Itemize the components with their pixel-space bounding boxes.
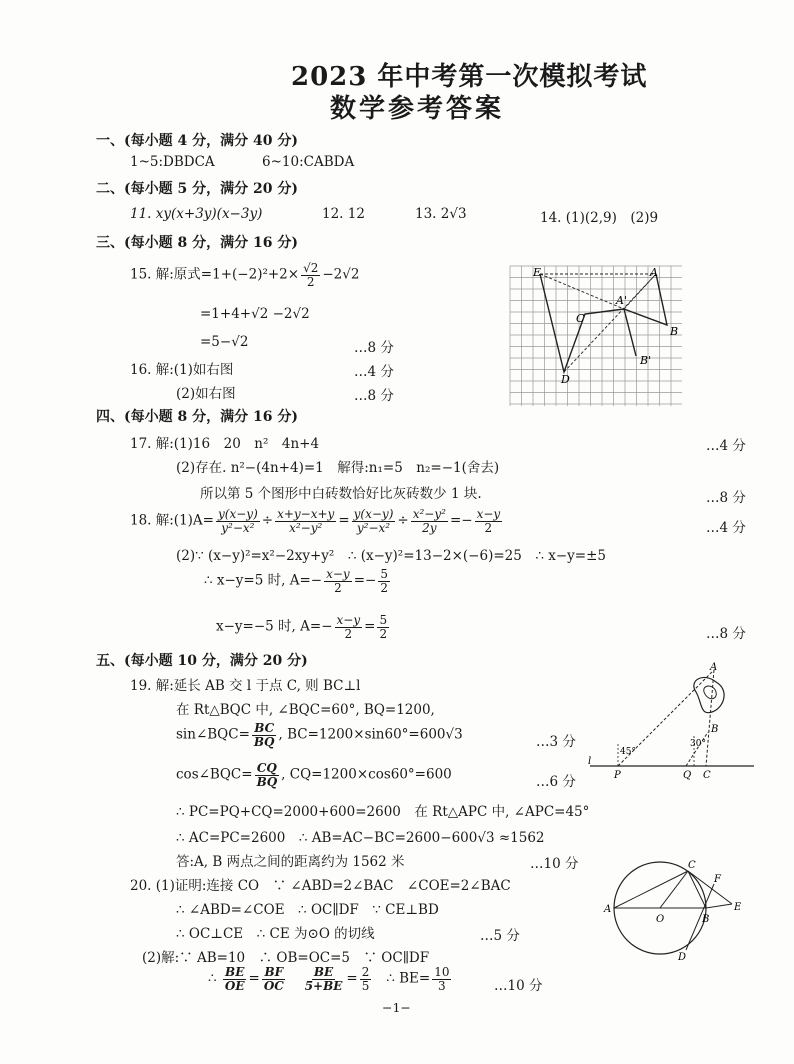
fig19-label-45: 45° <box>620 747 636 757</box>
q20-line-2: ∴ ∠ABD=∠COE ∴ OC∥DF ∵ CE⊥BD <box>176 902 439 918</box>
q15-expr-end: −2√2 <box>322 266 360 283</box>
q19-line-3 <box>176 722 463 748</box>
q19-score-1: …3 分 <box>536 734 576 750</box>
section-5-heading: 五、(每小题 10 分，满分 20 分) <box>96 653 308 669</box>
grid-label-B-prime: B' <box>640 354 652 367</box>
q18-score-2: …8 分 <box>706 626 746 642</box>
q18-frac-2 <box>275 508 336 534</box>
q18-frac-2-num: x+y−x+y <box>277 507 335 521</box>
page-number: −1− <box>382 1000 411 1015</box>
grid-label-E: E <box>533 266 542 279</box>
q18-l4-frac-2 <box>377 614 389 640</box>
section-4-heading: 四、(每小题 8 分，满分 16 分) <box>96 409 298 425</box>
q18-l3-frac-1-num: x−y <box>326 567 350 581</box>
grid-label-A: A <box>650 266 658 279</box>
q18-frac-3-num: y(x−y) <box>353 507 394 521</box>
q18-frac-1 <box>216 508 260 534</box>
answer-1-5: 1~5:DBDCA <box>130 154 215 170</box>
q16-line-1: 16. 解:(1)如右图 <box>130 362 234 378</box>
q19-cos-frac-num: CQ <box>256 761 277 775</box>
q19-line-7: 答:A, B 两点之间的距离约为 1562 米 <box>176 854 405 870</box>
q15-fraction <box>301 262 320 288</box>
q18-l4-frac-1-den: 2 <box>344 626 353 641</box>
fig20-label-E: E <box>734 902 742 913</box>
q19-score-2: …6 分 <box>536 774 576 790</box>
fig20-label-O: O <box>656 914 665 925</box>
q19-line-6: ∴ AC=PC=2600 ∴ AB=AC−BC=2600−600√3 ≈1562 <box>176 830 545 846</box>
answer-14: 14. (1)(2,9) (2)9 <box>540 210 659 226</box>
q18-line-3 <box>204 568 392 594</box>
q20-score-2: …10 分 <box>494 978 543 994</box>
q17-line-2: (2)存在. n²−(4n+4)=1 解得:n₁=5 n₂=−1(舍去) <box>176 460 500 476</box>
q20-frac-5-den: 3 <box>438 978 446 993</box>
answer-12: 12. 12 <box>322 206 365 222</box>
q18-op-1: ÷ <box>261 512 274 529</box>
q19-line-1: 19. 解:延长 AB 交 l 于点 C, 则 BC⊥l <box>130 678 361 694</box>
fig19-label-30: 30° <box>690 739 706 749</box>
section-2-heading: 二、(每小题 5 分，满分 20 分) <box>96 181 298 197</box>
q19-sin-frac-num: BC <box>254 721 275 735</box>
q20-score-1: …5 分 <box>480 928 520 944</box>
q20-frac-1-den: OE <box>224 978 245 993</box>
q20-figure <box>600 854 750 964</box>
q20-line-1: 20. (1)证明:连接 CO ∵ ∠ABD=2∠BAC ∠COE=2∠BAC <box>130 878 511 894</box>
q18-frac-4 <box>411 508 448 534</box>
q20-line-4: (2)解:∵ AB=10 ∴ OB=OC=5 ∵ OC∥DF <box>142 950 430 966</box>
q19-score-3: …10 分 <box>530 856 579 872</box>
q15-expr-start: 15. 解:原式=1+(−2)²+2× <box>130 266 300 283</box>
q18-l3-frac-1 <box>324 568 352 594</box>
q20-frac-2 <box>262 966 286 992</box>
q20-frac-1 <box>223 966 247 992</box>
q18-op-2: ÷ <box>397 512 409 529</box>
q19-cos-result: , CQ=1200×cos60°=600 <box>281 766 452 783</box>
q20-be-prefix: ∴ BE= <box>386 970 431 987</box>
q19-sin-frac <box>252 722 277 748</box>
fig20-label-D: D <box>678 952 687 963</box>
q15-line-3: =5−√2 <box>200 334 249 350</box>
grid-label-B: B <box>670 325 679 338</box>
q19-figure <box>584 662 758 782</box>
fig19-label-P: P <box>614 770 621 781</box>
answer-13: 13. 2√3 <box>415 206 467 222</box>
q15-line-1 <box>130 262 359 288</box>
q18-frac-3 <box>352 508 396 534</box>
q19-line-4 <box>176 762 452 788</box>
q20-line-3: ∴ OC⊥CE ∴ CE 为⊙O 的切线 <box>176 926 375 942</box>
q18-l3-frac-2-den: 2 <box>380 580 388 595</box>
q18-frac-4-den: 2y <box>422 520 437 535</box>
q18-l3-frac-1-den: 2 <box>334 580 342 595</box>
q20-eq-1: = <box>248 970 260 987</box>
fig19-label-B: B <box>711 724 719 735</box>
q18-eq-1: = <box>338 512 350 529</box>
q18-score-1: …4 分 <box>706 520 746 536</box>
q20-therefore: ∴ <box>208 970 217 987</box>
fig20-label-B: B <box>702 914 710 925</box>
q17-score-1: …4 分 <box>706 438 746 454</box>
q19-sin-frac-den: BQ <box>253 734 275 749</box>
q18-l4-frac-2-num: 5 <box>379 613 388 627</box>
q19-cos-prefix: cos∠BQC= <box>176 766 253 783</box>
fig19-label-A: A <box>710 662 718 673</box>
q20-frac-1-num: BE <box>225 965 245 979</box>
q18-l3-frac-2 <box>378 568 390 594</box>
q18-prefix: 18. 解:(1)A= <box>130 512 214 529</box>
q20-frac-3-den: 5+BE <box>304 978 343 993</box>
q20-frac-5 <box>432 966 451 992</box>
fig20-label-A: A <box>604 904 612 915</box>
fig19-label-C: C <box>703 770 711 781</box>
answer-11: 11. xy(x+3y)(x−3y) <box>130 206 263 222</box>
fig20-label-C: C <box>688 860 696 871</box>
fig19-label-Q: Q <box>683 770 692 781</box>
q20-frac-2-num: BF <box>264 965 284 979</box>
q18-line-1 <box>130 508 504 534</box>
q20-frac-4 <box>360 966 372 992</box>
q17-line-3: 所以第 5 个图形中白砖数恰好比灰砖数少 1 块. <box>200 486 482 502</box>
q15-frac-den: 2 <box>306 274 315 289</box>
q18-frac-1-den: y²−x² <box>221 520 255 535</box>
q18-l4-eq: = <box>364 618 376 635</box>
q17-line-1: 17. 解:(1)16 20 n² 4n+4 <box>130 436 320 452</box>
fig19-label-l: l <box>588 756 592 767</box>
q18-frac-5-num: x−y <box>476 507 501 521</box>
q16-grid-figure <box>506 262 688 412</box>
q17-score-2: …8 分 <box>706 490 746 506</box>
q18-l4-prefix: x−y=−5 时, A=− <box>216 618 333 635</box>
q18-frac-5 <box>475 508 503 534</box>
q20-frac-4-den: 5 <box>361 978 370 993</box>
q18-frac-4-num: x²−y² <box>412 507 446 521</box>
q16-score-1: …4 分 <box>354 364 394 380</box>
q20-eq-2: = <box>346 970 358 987</box>
fig20-label-F: F <box>714 874 721 885</box>
q20-frac-4-num: 2 <box>361 965 370 979</box>
q18-frac-3-den: y²−x² <box>356 520 391 535</box>
q16-line-2: (2)如右图 <box>176 386 236 402</box>
q20-frac-5-num: 10 <box>434 965 450 979</box>
q18-l3-prefix: ∴ x−y=5 时, A=− <box>204 572 323 589</box>
q18-frac-1-num: y(x−y) <box>218 507 258 521</box>
q15-frac-num: √2 <box>303 261 319 275</box>
q15-score: …8 分 <box>354 340 394 356</box>
q18-line-2: (2)∵ (x−y)²=x²−2xy+y² ∴ (x−y)²=13−2×(−6)=25 ∴ x−y=±5 <box>176 548 606 564</box>
section-1-heading: 一、(每小题 4 分，满分 40 分) <box>96 133 298 149</box>
q18-l4-frac-1 <box>335 614 363 640</box>
q18-l4-frac-1-num: x−y <box>336 613 361 627</box>
q18-eq-2: =− <box>449 512 473 529</box>
q18-l3-eq: =− <box>353 572 377 589</box>
grid-label-D: D <box>561 373 570 386</box>
q19-line-5: ∴ PC=PQ+CQ=2000+600=2600 在 Rt△APC 中, ∠APC=45° <box>176 804 590 820</box>
q20-frac-3-num: BE <box>313 965 334 979</box>
q16-score-2: …8 分 <box>354 388 394 404</box>
q20-frac-3 <box>303 966 345 992</box>
section-3-heading: 三、(每小题 8 分，满分 16 分) <box>96 235 298 251</box>
q18-frac-5-den: 2 <box>484 520 493 535</box>
q20-frac-2-den: OC <box>263 978 284 993</box>
paper-subtitle: 数学参考答案 <box>330 94 505 124</box>
grid-label-C: C <box>576 312 585 325</box>
q19-cos-frac <box>255 762 280 788</box>
q18-l3-frac-2-num: 5 <box>380 567 388 581</box>
paper-title: 2023 年中考第一次模拟考试 <box>291 62 648 92</box>
q19-cos-frac-den: BQ <box>256 774 278 789</box>
q18-frac-2-den: x²−y² <box>289 520 323 535</box>
q18-line-4 <box>216 614 391 640</box>
q19-line-2: 在 Rt△BQC 中, ∠BQC=60°, BQ=1200, <box>176 702 435 718</box>
q18-l4-frac-2-den: 2 <box>379 626 388 641</box>
q19-sin-prefix: sin∠BQC= <box>176 726 250 743</box>
q19-sin-result: , BC=1200×sin60°=600√3 <box>278 726 463 743</box>
answer-6-10: 6~10:CABDA <box>262 154 355 170</box>
q15-line-2: =1+4+√2 −2√2 <box>200 306 310 322</box>
grid-label-A-prime: A' <box>616 294 627 307</box>
q20-line-5 <box>208 966 453 992</box>
